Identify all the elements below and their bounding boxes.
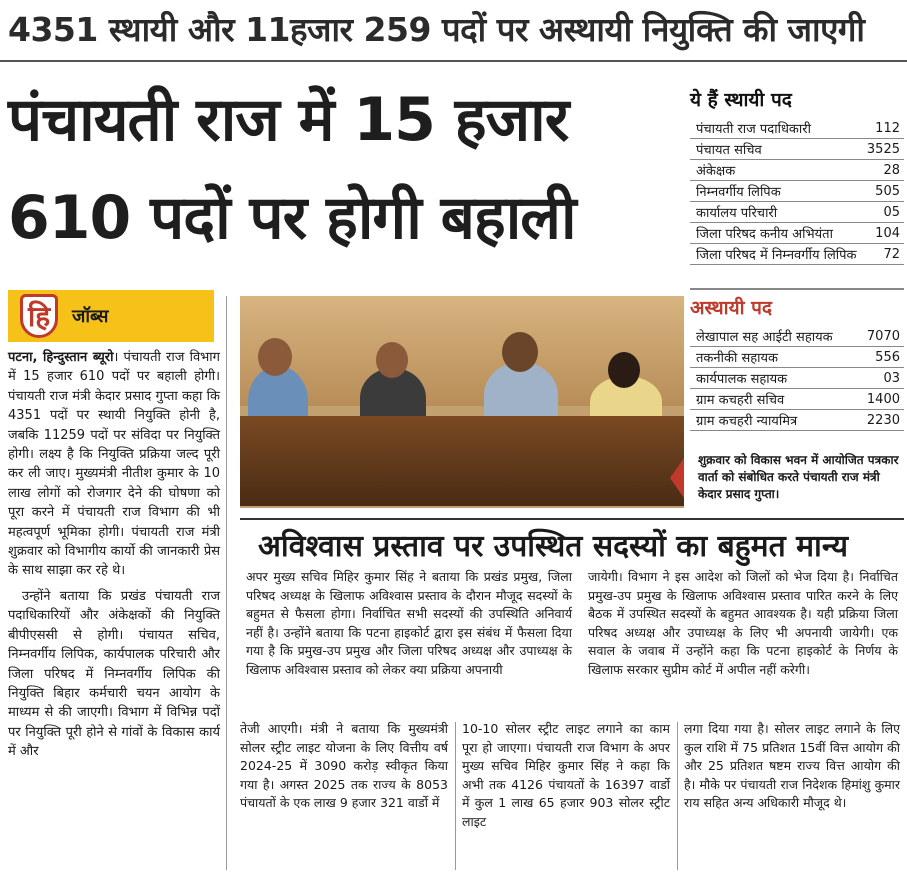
photo-table	[240, 416, 684, 506]
jobs-section-bar	[8, 290, 214, 342]
hindustan-logo-icon: हि	[20, 294, 58, 338]
top-headline-strip	[0, 0, 907, 62]
post-name: जिला परिषद में निम्नवर्गीय लिपिक	[696, 248, 857, 263]
photo-head	[376, 342, 408, 378]
temporary-post-row	[690, 347, 904, 368]
permanent-post-row	[690, 160, 904, 181]
post-count: 7070	[866, 328, 900, 344]
top-headline: 4351 स्थायी और 11हजार 259 पदों पर अस्थायी नियुक्ति की जाएगी	[8, 10, 865, 49]
story-paragraph-1	[8, 348, 220, 581]
story-paragraph-2: उन्होंने बताया कि प्रखंड पंचायती राज पदाधिकारियों और अंकेक्षकों की नियुक्ति बीपीएससी से होगी। पंचायत सचिव, निम्नवर्गीय लिपिक, कार्यपालक परिचारी और जिला परिषद में निम्नवर्गीय लिपिक की नियुक्ति बिहार कर्मचारी चयन आयोग के माध्यम से की जाएगी। विभाग में विभिन्न पदों पर नियुक्ति पूरी होने से गांवों के विकास कार्य में और	[8, 588, 220, 760]
post-name: ग्राम कचहरी न्यायमित्र	[696, 414, 798, 429]
post-name: कार्यालय परिचारी	[696, 206, 778, 221]
caption-pointer-icon	[670, 458, 684, 498]
temporary-post-row	[690, 326, 904, 347]
permanent-post-row	[690, 202, 904, 223]
column-divider	[677, 722, 678, 870]
photo-caption: शुक्रवार को विकास भवन में आयोजित पत्रकार वार्ता को संबोधित करते पंचायती राज मंत्री केदार प्रसाद गुप्ता।	[698, 453, 899, 501]
permanent-post-row	[690, 118, 904, 139]
bottom-story-column-1: तेजी आएगी। मंत्री ने बताया कि मुख्यमंत्री सोलर स्ट्रीट लाइट योजना के लिए वित्तीय वर्ष 2024-25 में 3090 करोड़ स्वीकृत किया गया है। अगस्त 2025 तक राज्य के 8053 पंचायतों के एक लाख 9 हजार 321 वार्डो में	[240, 721, 448, 811]
post-count: 28	[883, 162, 900, 178]
sub-story-column-2: जायेगी। विभाग ने इस आदेश को जिलों को भेज दिया है। निर्वाचित प्रमुख-उप प्रमुख के खिलाफ अविश्वास प्रस्ताव पारित करने के लिए बैठक में उपस्थित सदस्यों के बहुमत आवश्यक है। यही प्रक्रिया जिला परिषद अध्यक्ष और उपाध्यक्ष के लिए भी अपनायी जायेगी। एक सवाल के जवाब में उन्होंने कहा कि पटना हाइकोर्ट के निर्णय के खिलाफ सरकार सुप्रीम कोर्ट में अपील नहीं करेगी।	[588, 569, 898, 677]
photo-head	[502, 332, 538, 372]
post-name: ग्राम कचहरी सचिव	[696, 393, 785, 408]
temporary-post-row	[690, 368, 904, 389]
jobs-section-label: जॉब्स	[72, 306, 109, 327]
post-count: 3525	[866, 141, 900, 157]
post-name: लेखापाल सह आईटी सहायक	[696, 330, 833, 345]
post-count: 556	[875, 349, 900, 365]
dateline: पटना, हिन्दुस्तान ब्यूरो	[8, 350, 114, 365]
post-count: 1400	[866, 391, 900, 407]
permanent-post-row	[690, 139, 904, 160]
post-name: तकनीकी सहायक	[696, 351, 779, 366]
sub-story-column-1: अपर मुख्य सचिव मिहिर कुमार सिंह ने बताया कि प्रखंड प्रमुख, जिला परिषद अध्यक्ष के खिलाफ अविश्वास प्रस्ताव के दौरान मौजूद सदस्यों के बहुमत से फैसला होगा। निर्वाचित सभी सदस्यों की उपस्थिति अनिवार्य नहीं है। उन्होंने बताया कि पटना हाइकोर्ट द्वारा इस संबंध में फैसला दिया गया है कि प्रमुख-उप प्रमुख और जिला परिषद अध्यक्ष और उपाध्यक्ष के खिलाफ अविश्वास प्रस्ताव को लेकर क्या प्रक्रिया अपनायी	[246, 569, 572, 677]
post-count: 05	[883, 204, 900, 220]
permanent-post-row	[690, 181, 904, 202]
temporary-post-row	[690, 410, 904, 431]
story-text: । पंचायती राज विभाग में 15 हजार 610 पदों पर बहाली होगी। पंचायती राज मंत्री केदार प्रसाद गुप्ता कहा कि 4351 पदों पर स्थायी नियुक्ति होनी है, जबकि 11259 पदों पर संविदा पर नियुक्ति होगी। लक्ष्य है कि नियुक्ति प्रक्रिया जल्द पूरी कर ली जाए। मुख्यमंत्री नीतीश कुमार के 10 लाख लोगों को रोजगार देने की घोषणा को पूरा करने में पंचायती राज विभाग की भी महत्वपूर्ण भूमिका होगी। पंचायती राज मंत्री शुक्रवार को विभागीय कार्यो की जानकारी प्रेस के साथ साझा कर रहे थे।	[8, 350, 220, 579]
post-name: जिला परिषद कनीय अभियंता	[696, 227, 833, 242]
permanent-post-row	[690, 223, 904, 244]
temporary-posts-box	[690, 288, 904, 428]
bottom-story-column-2: 10-10 सोलर स्ट्रीट लाइट लगाने का काम पूरा हो जाएगा। पंचायती राज विभाग के अपर मुख्य सचिव मिहिर कुमार सिंह ने कहा कि अभी तक 4126 पंचायतों के 16397 वार्डो में कुल 1 लाख 65 हजार 903 सोलर स्ट्रीट लाइट	[462, 721, 670, 829]
post-name: अंकेक्षक	[696, 164, 736, 179]
press-conference-photo	[240, 296, 684, 508]
post-name: पंचायत सचिव	[696, 143, 762, 158]
main-headline-line-1: पंचायती राज में 15 हजार	[8, 85, 569, 155]
sub-headline: अविश्वास प्रस्ताव पर उपस्थित सदस्यों का बहुमत मान्य	[240, 518, 904, 564]
post-name: पंचायती राज पदाधिकारी	[696, 122, 811, 137]
permanent-posts-box	[690, 86, 904, 286]
bottom-story-column-3: लगा दिया गया है। सोलर लाइट लगाने के लिए कुल राशि में 75 प्रतिशत 15वीं वित्त आयोग की और 25 प्रतिशत षष्टम राज्य वित्त आयोग की है। मौके पर पंचायती राज निदेशक हिमांशु कुमार राय सहित अन्य अधिकारी मौजूद थे।	[684, 721, 900, 811]
temporary-post-row	[690, 389, 904, 410]
photo-head	[608, 352, 640, 388]
post-count: 03	[883, 370, 900, 386]
permanent-posts-title: ये हैं स्थायी पद	[690, 89, 792, 111]
main-headline-line-2: 610 पदों पर होगी बहाली	[8, 183, 576, 253]
temporary-posts-title: अस्थायी पद	[690, 297, 773, 319]
permanent-post-row	[690, 244, 904, 265]
post-count: 104	[875, 225, 900, 241]
post-count: 112	[875, 120, 900, 136]
column-divider	[455, 722, 456, 870]
post-name: निम्नवर्गीय लिपिक	[696, 185, 781, 200]
column-divider	[226, 296, 227, 870]
photo-head	[258, 338, 292, 376]
post-name: कार्यपालक सहायक	[696, 372, 788, 387]
post-count: 2230	[866, 412, 900, 428]
left-story-column	[8, 348, 220, 870]
post-count: 505	[875, 183, 900, 199]
post-count: 72	[883, 246, 900, 262]
